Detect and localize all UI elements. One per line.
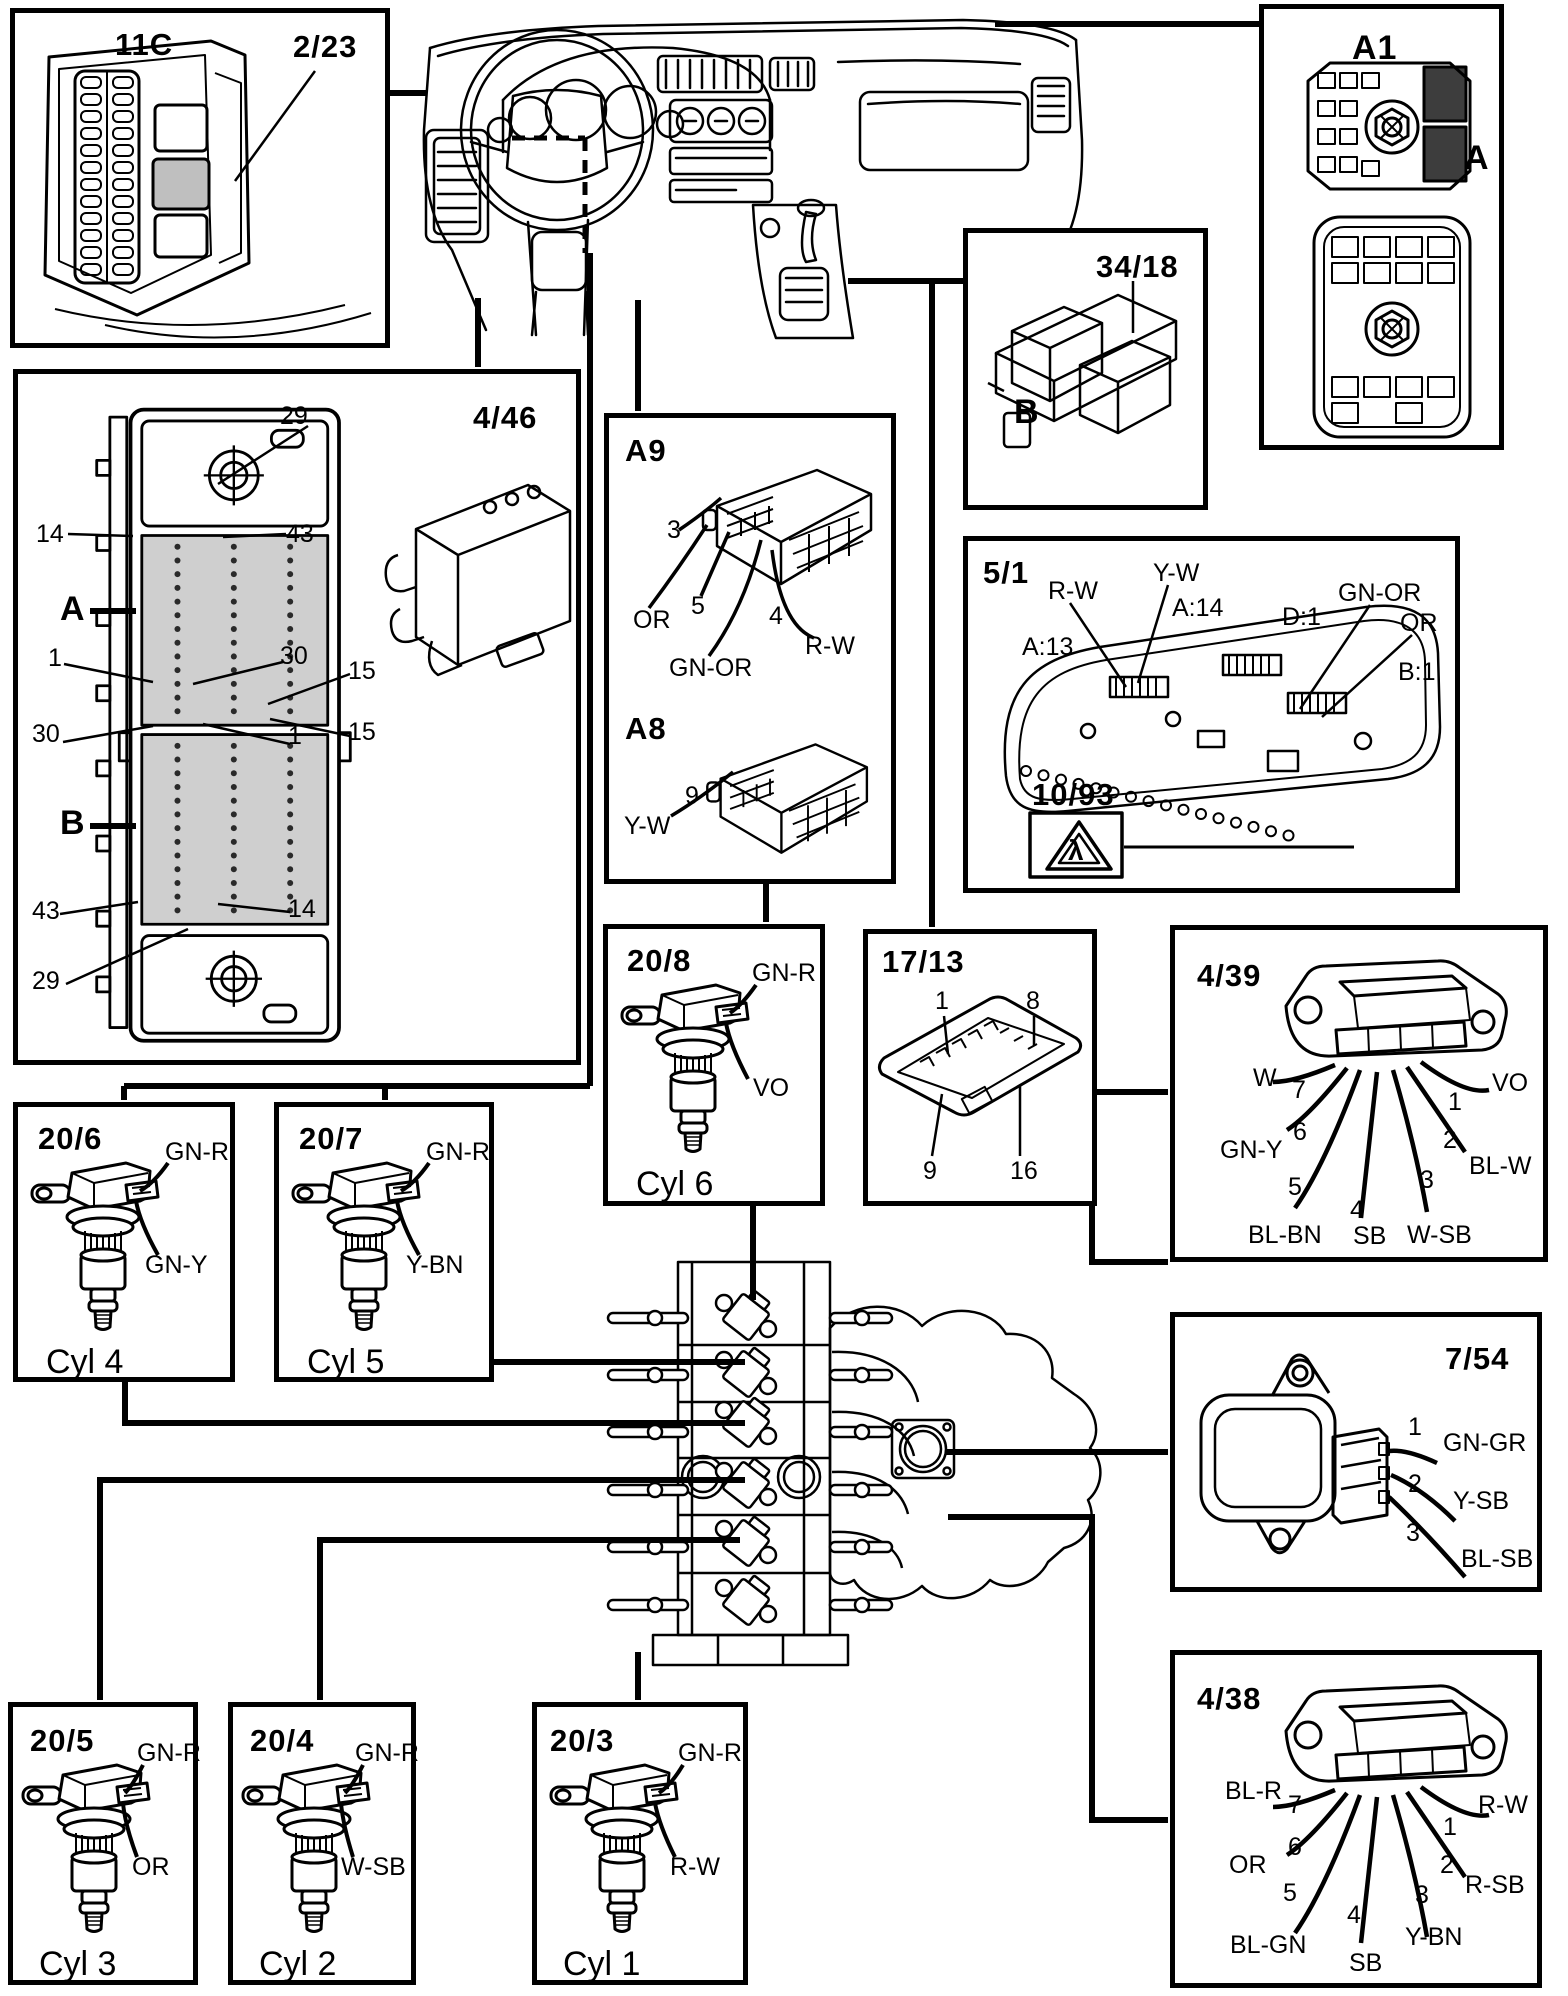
a9-id: A9 <box>625 433 667 468</box>
cluster-pin-d1: D:1 <box>1282 603 1321 631</box>
ecu-pin-30-b: 30 <box>32 720 60 748</box>
a9-wire-gn-or: GN-OR <box>669 654 753 682</box>
sensor-wire-2: Y-SB <box>1453 1487 1510 1515</box>
ps438-wire-1: R-W <box>1478 1791 1528 1819</box>
cluster-wire-gn-or: GN-OR <box>1338 579 1422 607</box>
coil-cylinder-label: Cyl 5 <box>307 1343 385 1381</box>
ecu-pin-29-top: 29 <box>280 402 308 430</box>
ps438-pin-7: 7 <box>1288 1791 1302 1819</box>
connector-a9-a8-box <box>604 413 896 884</box>
coil-cylinder-label: Cyl 4 <box>46 1343 124 1381</box>
coil-wire-1: GN-R <box>426 1138 490 1166</box>
ps439-wire-2: BL-W <box>1469 1152 1532 1180</box>
fusebox-id: 11C <box>115 27 174 62</box>
ps439-wire-7: W <box>1253 1064 1277 1092</box>
coil-wire-2: Y-BN <box>406 1251 464 1279</box>
diag-pin-9: 9 <box>923 1157 937 1185</box>
ignition-coil-cyl2-box <box>228 1702 419 1985</box>
coil-id: 20/4 <box>250 1723 315 1758</box>
coil-wire-2: W-SB <box>341 1853 406 1881</box>
cluster-id: 5/1 <box>983 555 1030 590</box>
ps438-pin-6: 6 <box>1288 1833 1302 1861</box>
coil-id: 20/6 <box>38 1121 103 1156</box>
ignition-coil-cyl6-box <box>603 924 825 1206</box>
ecu-pin-43-top: 43 <box>286 520 314 548</box>
relay-box <box>963 228 1208 510</box>
cluster-wire-y-w: Y-W <box>1153 559 1200 587</box>
coil-wire-2: GN-Y <box>145 1251 208 1279</box>
ps439-pin-6: 6 <box>1293 1118 1307 1146</box>
relay-id: 34/18 <box>1096 249 1179 284</box>
coil-id: 20/8 <box>627 943 692 978</box>
diag-id: 17/13 <box>882 944 965 979</box>
lambda-symbol: λ <box>1068 835 1084 866</box>
ps439-wire-6: GN-Y <box>1220 1136 1283 1164</box>
cluster-wire-or: OR <box>1400 609 1438 637</box>
ps438-pin-1: 1 <box>1443 1813 1457 1841</box>
ecu-pin-43-bottom: 43 <box>32 897 60 925</box>
fusebox-component-ref: 2/23 <box>293 29 358 64</box>
a1-illustration <box>1264 9 1499 445</box>
ignition-coil-cyl5-box <box>274 1102 494 1382</box>
cluster-wire-r-w: R-W <box>1048 577 1098 605</box>
ps438-wire-5: BL-GN <box>1230 1931 1307 1959</box>
sensor-pin-1: 1 <box>1408 1413 1422 1441</box>
coil-wire-1: GN-R <box>355 1739 419 1767</box>
a1-id: A1 <box>1352 29 1398 67</box>
ps438-wire-3: Y-BN <box>1405 1923 1463 1951</box>
ps438-pin-2: 2 <box>1440 1851 1454 1879</box>
ps439-pin-1: 1 <box>1448 1088 1462 1116</box>
ecu-connector-b-label: B <box>60 804 85 842</box>
coil-wire-2: VO <box>753 1074 790 1102</box>
ecu-leader-lines <box>18 374 576 1060</box>
power-stage-438-box <box>1170 1650 1542 1988</box>
ecu-box <box>13 369 581 1065</box>
ps439-wire-3: W-SB <box>1407 1221 1472 1249</box>
coil-cylinder-label: Cyl 3 <box>39 1945 117 1983</box>
ecu-connector-a-label: A <box>60 590 85 628</box>
ps438-wire-6: OR <box>1229 1851 1267 1879</box>
a9-pin-3: 3 <box>667 516 681 544</box>
ps439-pin-5: 5 <box>1288 1173 1302 1201</box>
cluster-pin-a14: A:14 <box>1172 594 1224 622</box>
sensor-754-box <box>1170 1312 1542 1592</box>
ps438-wire-4: SB <box>1349 1949 1383 1977</box>
coil-wire-1: GN-R <box>752 959 816 987</box>
ps439-wire-5: BL-BN <box>1248 1221 1322 1249</box>
ps439-pin-3: 3 <box>1420 1166 1434 1194</box>
ignition-coil-cyl1-box <box>532 1702 748 1985</box>
ecu-pin-14-bottom: 14 <box>288 895 316 923</box>
ps439-wire-1: VO <box>1492 1069 1529 1097</box>
ps438-pin-4: 4 <box>1347 1901 1361 1929</box>
cluster-pin-a13: A:13 <box>1022 633 1074 661</box>
ps439-pin-2: 2 <box>1443 1126 1457 1154</box>
sensor-wire-3: BL-SB <box>1461 1545 1534 1573</box>
a9-pin-4: 4 <box>769 602 783 630</box>
instrument-cluster-box <box>963 536 1460 893</box>
a8-pin-9: 9 <box>685 782 699 810</box>
ecu-pin-15-a: 15 <box>348 657 376 685</box>
ecu-id: 4/46 <box>473 400 538 435</box>
sensor-pin-3: 3 <box>1406 1519 1420 1547</box>
coil-wire-2: OR <box>132 1853 170 1881</box>
coil-wire-2: R-W <box>670 1853 720 1881</box>
a8-id: A8 <box>625 711 667 746</box>
sensor-wire-1: GN-GR <box>1443 1429 1527 1457</box>
diag-pin-8: 8 <box>1026 987 1040 1015</box>
ps438-id: 4/38 <box>1197 1681 1262 1716</box>
ps438-wire-2: R-SB <box>1465 1871 1525 1899</box>
ignition-coil-cyl4-box <box>13 1102 235 1382</box>
ps439-pin-4: 4 <box>1350 1196 1364 1224</box>
sensor-id: 7/54 <box>1445 1341 1510 1376</box>
coil-id: 20/3 <box>550 1723 615 1758</box>
ps439-id: 4/39 <box>1197 958 1262 993</box>
a9-wire-or: OR <box>633 606 671 634</box>
coil-id: 20/5 <box>30 1723 95 1758</box>
a9-pin-5: 5 <box>691 592 705 620</box>
coil-cylinder-label: Cyl 6 <box>636 1165 714 1203</box>
connector-a1-box <box>1259 4 1504 450</box>
ignition-coil-cyl3-box <box>8 1702 201 1985</box>
coil-cylinder-label: Cyl 2 <box>259 1945 337 1983</box>
fusebox-panel-box <box>10 8 390 348</box>
coil-wire-1: GN-R <box>678 1739 742 1767</box>
ps438-pin-3: 3 <box>1415 1881 1429 1909</box>
diag-pin-1: 1 <box>935 987 949 1015</box>
ecu-pin-14-top: 14 <box>36 520 64 548</box>
sensor-pin-2: 2 <box>1408 1470 1422 1498</box>
ps439-pin-7: 7 <box>1292 1076 1306 1104</box>
lambda-ref: 10/93 <box>1032 777 1115 812</box>
a9-wire-r-w: R-W <box>805 632 855 660</box>
coil-cylinder-label: Cyl 1 <box>563 1945 641 1983</box>
ps439-wire-4: SB <box>1353 1222 1387 1250</box>
relay-b-label: B <box>1014 393 1039 431</box>
coil-wire-1: GN-R <box>165 1138 229 1166</box>
ecu-pin-15-b: 15 <box>348 718 376 746</box>
diagnostic-connector-box <box>863 929 1097 1206</box>
ecu-pin-30-a: 30 <box>280 642 308 670</box>
coil-id: 20/7 <box>299 1121 364 1156</box>
ecu-pin-1-b: 1 <box>288 722 302 750</box>
ecu-pin-29-bottom: 29 <box>32 967 60 995</box>
coil-wire-1: GN-R <box>137 1739 201 1767</box>
cluster-pin-b1: B:1 <box>1398 658 1436 686</box>
diag-pin-16: 16 <box>1010 1157 1038 1185</box>
a8-wire-y-w: Y-W <box>624 812 671 840</box>
power-stage-439-box <box>1170 925 1548 1262</box>
a1-a-label: A <box>1464 139 1489 177</box>
ps438-pin-5: 5 <box>1283 1879 1297 1907</box>
ps438-wire-7: BL-R <box>1225 1777 1282 1805</box>
ecu-pin-1-a: 1 <box>48 644 62 672</box>
